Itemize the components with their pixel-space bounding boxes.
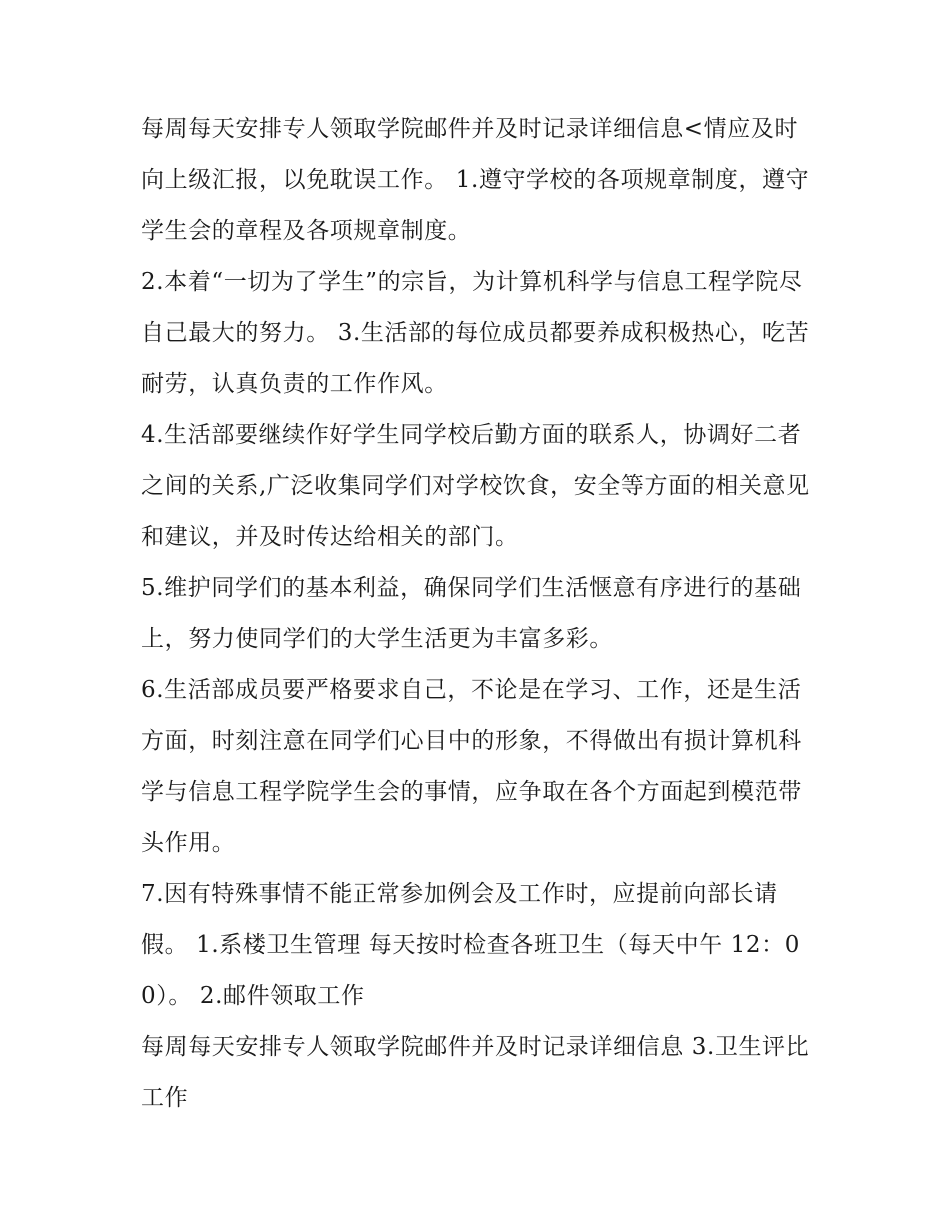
document-body bbox=[141, 104, 813, 1124]
paragraph-6: 7.因有特殊事情不能正常参加例会及工作时，应提前向部长请假。 1.系楼卫生管理 每天按时检查各班卫生（每天中午 12：00）。 2.邮件领取工作 bbox=[141, 881, 800, 1009]
paragraph-7: 每周每天安排专人领取学院邮件并及时记录详细信息 3.卫生评比工作 bbox=[141, 1034, 810, 1111]
paragraph-1: 每周每天安排专人领取学院邮件并及时记录详细信息<情应及时向上级汇报，以免耽误工作。 1.遵守学校的各项规章制度，遵守学生会的章程及各项规章制度。 bbox=[141, 116, 810, 244]
paragraph-5: 6.生活部成员要严格要求自己，不论是在学习、工作，还是生活方面，时刻注意在同学们心目中的形象，不得做出有损计算机科学与信息工程学院学生会的事情，应争取在各个方面起到模范带头作用。 bbox=[141, 677, 802, 856]
paragraph-4: 5.维护同学们的基本利益，确保同学们生活惬意有序进行的基础上，努力使同学们的大学生活更为丰富多彩。 bbox=[141, 575, 802, 652]
paragraph-3: 4.生活部要继续作好学生同学校后勤方面的联系人，协调好二者之间的关系,广泛收集同学们对学校饮食，安全等方面的相关意见和建议，并及时传达给相关的部门。 bbox=[141, 422, 810, 550]
paragraph-2: 2.本着“一切为了学生”的宗旨，为计算机科学与信息工程学院尽自己最大的努力。 3.生活部的每位成员都要养成积极热心，吃苦耐劳，认真负责的工作作风。 bbox=[141, 269, 810, 397]
